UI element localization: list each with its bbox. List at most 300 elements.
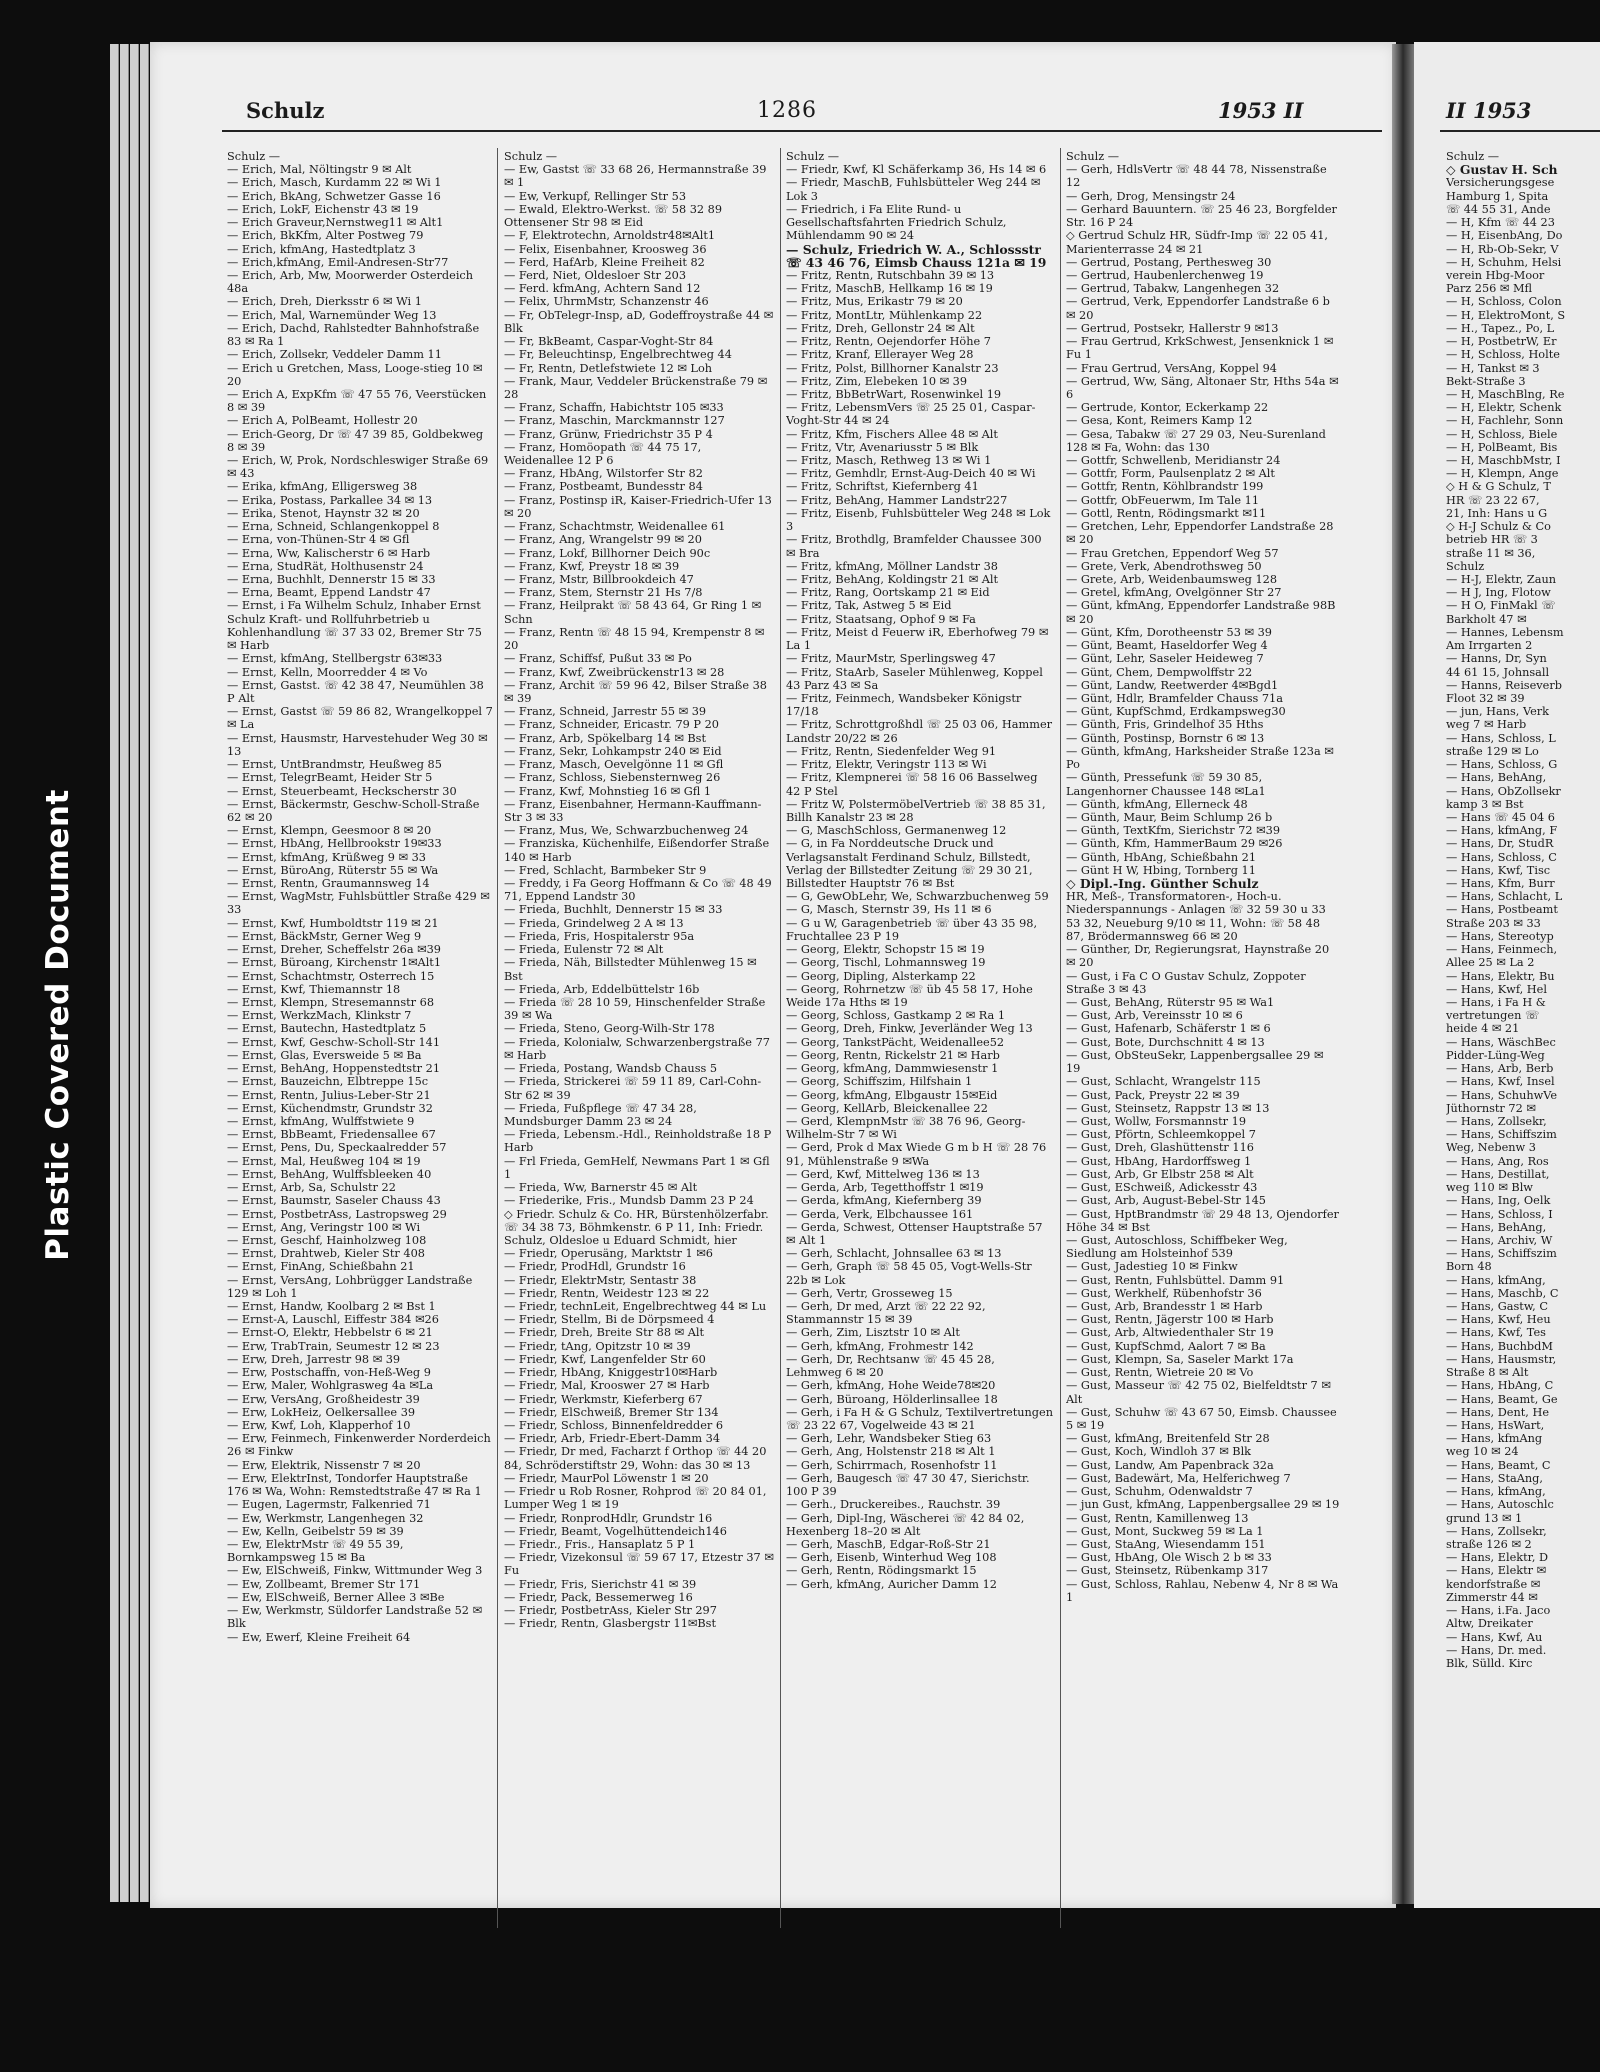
- directory-entry: — Gust, Koch, Windloh 37 ✉ Blk: [1066, 1445, 1252, 1459]
- directory-entry: — Friedr, RonprodHdlr, Grundstr 16: [504, 1511, 713, 1525]
- directory-entry: — Fritz, Rentn, Rutschbahn 39 ✉ 13: [786, 268, 995, 282]
- directory-entry: — Hanns, Dr, Syn: [1446, 652, 1547, 666]
- directory-entry: — Günt H W, Hbing, Tornberg 11: [1066, 863, 1256, 877]
- directory-entry: — Friedr, Operusäng, Marktstr 1 ✉6: [504, 1247, 713, 1261]
- directory-entry: — Friedrich, i Fa Elite Rund- u Gesellschaftsfahrten Friedrich Schulz, Mühlendamm 90 ✉ 24: [786, 202, 1007, 243]
- directory-entry: — Hans ☏ 45 04 6: [1446, 810, 1555, 824]
- directory-entry: — Gust, Schuhw ☏ 43 67 50, Eimsb. Chaussee 5 ✉ 19: [1066, 1405, 1337, 1432]
- directory-entry: — Ernst, Schachtmstr, Osterrech 15: [227, 969, 435, 983]
- directory-entry: — Fritz, Rentn, Siedenfelder Weg 91: [786, 744, 997, 758]
- directory-entry: — Gerda, Schwest, Ottenser Hauptstraße 57 ✉ Alt 1: [786, 1220, 1043, 1247]
- directory-entry: — Ernst, Mal, Heußweg 104 ✉ 19: [227, 1154, 421, 1168]
- directory-entry: — Fritz, Rang, Oortskamp 21 ✉ Eid: [786, 586, 990, 600]
- directory-entry: — Ferd, HafArb, Kleine Freiheit 82: [504, 255, 705, 269]
- directory-entry: — Günther, Dr, Regierungsrat, Haynstraße 20 ✉ 20: [1066, 943, 1330, 970]
- directory-entry: — H, PostbetrW, Er: [1446, 335, 1557, 349]
- directory-entry: — Fritz, Masch, Rethweg 13 ✉ Wi 1: [786, 454, 992, 468]
- directory-entry: — Ernst, VersAng, Lohbrügger Landstraße 129 ✉ Loh 1: [227, 1273, 473, 1300]
- directory-entry: — Hans, SchuhwVe: [1446, 1088, 1558, 1102]
- directory-entry: — Hans, Kfm, Burr: [1446, 877, 1555, 891]
- directory-entry: — Friedr, Kwf, Langenfelder Str 60: [504, 1352, 706, 1366]
- directory-entry: Pidder-Lüng-Weg: [1446, 1048, 1545, 1062]
- directory-entry: — Frieda, Näh, Billstedter Mühlenweg 15 ✉ Bst: [504, 956, 757, 983]
- directory-entry: — Hans, Schloss, I: [1446, 1207, 1553, 1221]
- directory-entry: — Ewald, Elektro-Werkst. ☏ 58 32 89 Ottensener Str 98 ✉ Eid: [504, 202, 723, 230]
- directory-entry: — Grete, Arb, Weidenbaumsweg 128: [1066, 573, 1278, 586]
- directory-entry: — H, Schuhm, Helsi: [1446, 255, 1562, 269]
- directory-entry: — Frieda, Buchhlt, Dennerstr 15 ✉ 33: [504, 903, 723, 917]
- directory-entry: — Erich, W, Prok, Nordschleswiger Straße 69 ✉ 43: [227, 454, 489, 481]
- directory-entry: vertretungen ☏: [1446, 1009, 1540, 1023]
- directory-entry: — Friedr, Rentn, Weidestr 123 ✉ 22: [504, 1286, 710, 1300]
- directory-entry: — Ernst, Kwf, Thiemannstr 18: [227, 982, 401, 996]
- directory-entry: Blk, Sülld. Kirc: [1446, 1656, 1533, 1670]
- directory-entry: — Hans, Feinmech,: [1446, 943, 1558, 957]
- directory-entry: — Fr, ObTelegr-Insp, aD, Godeffroystraße 44 ✉ Blk: [504, 308, 774, 335]
- directory-entry: — Grete, Verk, Abendrothsweg 50: [1066, 559, 1262, 573]
- column-heading: Schulz —: [227, 150, 281, 163]
- directory-entry: — Gust, Hafenarb, Schäferstr 1 ✉ 6: [1066, 1022, 1271, 1036]
- directory-entry: — Georg, kfmAng, Dammwiesenstr 1: [786, 1062, 999, 1076]
- directory-entry: — Hans, Postbeamt: [1446, 903, 1558, 917]
- directory-entry: — Günt, KupfSchmd, Erdkampsweg30: [1066, 705, 1286, 719]
- directory-entry: — Hans, Kwf, Hel: [1446, 982, 1547, 996]
- directory-entry: — Gust, Dreh, Glashüttenstr 116: [1066, 1141, 1254, 1155]
- directory-entry: — Gerh, Schlacht, Johnsallee 63 ✉ 13: [786, 1247, 1002, 1261]
- directory-entry: — Franz, Mus, We, Schwarzbuchenweg 24: [504, 824, 749, 838]
- directory-entry: betrieb HR ☏ 3: [1446, 533, 1538, 547]
- directory-entry: — Erw, ElektrInst, Tondorfer Hauptstraße 176 ✉ Wa, Wohn: Remstedtstraße 47 ✉ Ra 1: [227, 1471, 482, 1499]
- directory-entry: HR, Meß-, Transformatoren-, Hoch-u. Niederspannungs - Anlagen ☏ 32 59 30 u 33 53 32, Neueburg 9/10 ✉ 11, Wohn: ☏ 58 48 87, Brödermannsweg 66 ✉ 20: [1066, 890, 1326, 943]
- directory-entry: — Fritz, BbBetrWart, Rosenwinkel 19: [786, 387, 1002, 401]
- directory-entry: — Hans, BehAng,: [1446, 771, 1547, 785]
- directory-entry: — Hans, Stereotyp: [1446, 929, 1554, 943]
- directory-entry: — Erna, Buchhlt, Dennerstr 15 ✉ 33: [227, 573, 436, 586]
- directory-entry: — Fritz, Staatsang, Ophof 9 ✉ Fa: [786, 612, 976, 626]
- directory-entry: — H, Tankst ✉ 3: [1446, 361, 1540, 375]
- directory-entry: — Franz, Schneider, Ericastr. 79 P 20: [504, 718, 719, 732]
- directory-entry: — Gerh, Rentn, Rödingsmarkt 15: [786, 1564, 977, 1578]
- directory-entry: — Hans, Maschb, C: [1446, 1286, 1559, 1300]
- directory-entry: — Frieda, Ww, Barnerstr 45 ✉ Alt: [504, 1181, 698, 1195]
- directory-entry: — Gerh, Vertr, Grossеweg 15: [786, 1286, 953, 1300]
- directory-entry: — Ernst, kfmAng, Stellbergstr 63✉33: [227, 652, 443, 666]
- directory-entry: Floot 32 ✉ 39: [1446, 691, 1525, 705]
- directory-entry: — Fr, BkBeamt, Caspar-Voght-Str 84: [504, 335, 714, 349]
- header-rule: [222, 130, 1382, 132]
- directory-entry: — Gottfr, Form, Paulsenplatz 2 ✉ Alt: [1066, 467, 1275, 481]
- directory-entry: — H, MaschbMstr, I: [1446, 454, 1561, 468]
- directory-entry: — Ernst, HbAng, Hellbrookstr 19✉33: [227, 837, 442, 851]
- directory-entry: — Friederike, Fris., Mundsb Damm 23 P 24: [504, 1194, 754, 1208]
- directory-entry: — Günt, Kfm, Dorotheenstr 53 ✉ 39: [1066, 625, 1272, 639]
- directory-entry: — Gerh, i Fa H & G Schulz, Textilvertretungen ☏ 23 22 67, Vogelweide 43 ✉ 21: [786, 1405, 1053, 1432]
- directory-entry: — Friedr, Pack, Bessemerweg 16: [504, 1590, 693, 1604]
- directory-entry: — Erich, Zollsekr, Veddeler Damm 11: [227, 348, 442, 362]
- directory-entry: — Ernst, BäckMstr, Gerner Weg 9: [227, 929, 422, 943]
- directory-entry: Versicherungsgese: [1446, 176, 1555, 190]
- directory-entry: — Hans, Ing, Oelk: [1446, 1194, 1551, 1208]
- directory-entry: — Fritz, Meist d Feuerw iR, Eberhofweg 79 ✉ La 1: [786, 625, 1049, 653]
- directory-entry: — H, Schloss, Holte: [1446, 348, 1560, 362]
- directory-entry: 44 61 15, Johnsall: [1446, 665, 1550, 679]
- directory-entry: — Erw, Maler, Wohlgrasweg 4a ✉La: [227, 1379, 434, 1393]
- directory-entry: — Ew, Werkmstr, Langenhegen 32: [227, 1511, 424, 1525]
- directory-entry: — Frau Gretchen, Eppendorf Weg 57: [1066, 546, 1279, 560]
- directory-entry: — Ernst, WerkzMach, Klinkstr 7: [227, 1009, 412, 1023]
- directory-entry: — Ernst, BehAng, Wulffsbleeken 40: [227, 1167, 432, 1181]
- directory-entry: — Hanns, Reiseverb: [1446, 678, 1562, 692]
- directory-entry: — Gust, Badewärt, Ma, Helferichweg 7: [1066, 1471, 1291, 1485]
- directory-entry: — Ernst, BbBeamt, Friedensallee 67: [227, 1128, 436, 1142]
- directory-entry: — Fritz, MaurMstr, Sperlingsweg 47: [786, 652, 996, 666]
- directory-entry: — Friedr, tAng, Opitzstr 10 ✉ 39: [504, 1339, 691, 1353]
- directory-entry: — Günth, HbAng, Schießbahn 21: [1066, 850, 1257, 864]
- directory-entry: — Fritz, StaArb, Saseler Mühlenweg, Koppel 43 Parz 43 ✉ Sa: [786, 665, 1043, 692]
- directory-entry: — Gust, Arb, Altwiedenthaler Str 19: [1066, 1326, 1274, 1340]
- directory-entry: — Fritz, kfmAng, Möllner Landstr 38: [786, 559, 998, 573]
- directory-entry: — Franz, Mstr, Billbrookdeich 47: [504, 573, 694, 586]
- directory-entry: — Friedr., Fris., Hansaplatz 5 P 1: [504, 1537, 696, 1551]
- directory-entry: — Erna, von-Thünen-Str 4 ✉ Gfl: [227, 533, 410, 547]
- directory-entry: — Gerh, kfmAng, Hohe Weide78✉20: [786, 1379, 996, 1393]
- directory-entry: — Fritz, BehAng, Hammer Landstr227: [786, 493, 1008, 507]
- directory-entry: — Frl Frieda, GemHelf, Newmans Part 1 ✉ Gfl 1: [504, 1154, 770, 1181]
- directory-entry: — Ernst, TelegrBeamt, Heider Str 5: [227, 771, 433, 785]
- directory-entry: — Gerhard Bauuntern. ☏ 25 46 23, Borgfelder Str. 16 P 24: [1066, 202, 1337, 230]
- directory-entry: — Hans, kfmAng, F: [1446, 824, 1558, 838]
- directory-entry: — Günth, Pressefunk ☏ 59 30 85, Langenhorner Chaussee 148 ✉La1: [1066, 771, 1266, 798]
- directory-entry: — Gesa, Kont, Reimers Kamp 12: [1066, 414, 1253, 428]
- directory-column-5: [1446, 150, 1600, 1930]
- directory-entry: — Gust, Schloss, Rahlau, Nebenw 4, Nr 8 ✉ Wa 1: [1066, 1577, 1339, 1604]
- directory-entry: — Fritz, Dreh, Gellonstr 24 ✉ Alt: [786, 321, 975, 335]
- directory-entry: — Hans, Schlacht, L: [1446, 890, 1563, 904]
- directory-entry: — Frau Gertrud, VersAng, Koppel 94: [1066, 361, 1277, 375]
- column-heading: Schulz —: [786, 150, 840, 163]
- directory-entry: — Fritz W, PolstermöbelVertrieb ☏ 38 85 31, Billh Kanalstr 23 ✉ 28: [786, 797, 1046, 824]
- directory-entry: — Ernst, Bautechn, Hastedtplatz 5: [227, 1022, 427, 1036]
- directory-entry: Allee 25 ✉ La 2: [1446, 956, 1535, 970]
- page-number: 1286: [757, 98, 817, 123]
- directory-entry: — Ernst-O, Elektr, Hebbelstr 6 ✉ 21: [227, 1326, 433, 1340]
- directory-column-1: [227, 150, 493, 1930]
- directory-entry: — Friedr, MaschB, Fuhlsbütteler Weg 244 ✉ Lok 3: [786, 176, 1041, 203]
- directory-entry: — Hans, Dent, He: [1446, 1405, 1550, 1419]
- directory-entry: — Günth, Maur, Beim Schlump 26 b: [1066, 810, 1273, 824]
- directory-entry: ◇ Gertrud Schulz HR, Südfr-Imp ☏ 22 05 41, Mariеnterrasse 24 ✉ 21: [1066, 229, 1328, 256]
- directory-entry: — Friedr, Werkmstr, Kieferberg 67: [504, 1392, 703, 1406]
- directory-entry: — Gerd, KlempnMstr ☏ 38 76 96, Georg-Wilhelm-Str 7 ✉ Wi: [786, 1114, 1026, 1142]
- directory-entry: — Franz, Arb, Spökelbarg 14 ✉ Bst: [504, 731, 707, 745]
- directory-entry: — Ew, Verkupf, Rellinger Str 53: [504, 189, 687, 203]
- directory-entry: — Fritz, Gemhdlr, Ernst-Aug-Deich 40 ✉ Wi: [786, 467, 1036, 481]
- directory-entry: — Erich, Mal, Nöltingstr 9 ✉ Alt: [227, 163, 412, 177]
- directory-entry: — Friedr, MaurPol Löwenstr 1 ✉ 20: [504, 1471, 709, 1485]
- directory-entry: straße 129 ✉ Lo: [1446, 744, 1539, 758]
- directory-entry: — Georg, Schiffszim, Hilfshain 1: [786, 1075, 973, 1089]
- directory-entry: — Gust, BehAng, Rüterstr 95 ✉ Wa1: [1066, 996, 1275, 1009]
- directory-entry: — Erna, StudRät, Holthusenstr 24: [227, 559, 424, 573]
- directory-entry: — Franz, Grünw, Friedrichstr 35 P 4: [504, 427, 713, 441]
- directory-entry: — Erich, Dachd, Rahlstedter Bahnhofstraße 83 ✉ Ra 1: [227, 321, 480, 349]
- directory-entry: — Hans, Zollsekr,: [1446, 1524, 1547, 1538]
- directory-entry: — Hans, Elektr, D: [1446, 1551, 1549, 1565]
- directory-entry: — Franz, Maschin, Marckmannstr 127: [504, 414, 725, 428]
- directory-entry: — Erika, Postass, Parkallee 34 ✉ 13: [227, 493, 433, 507]
- directory-entry: — Gerda, kfmAng, Kiefernberg 39: [786, 1194, 982, 1208]
- directory-entry: — Georg, kfmAng, Elbgaustr 15✉Eid: [786, 1088, 998, 1102]
- directory-entry: — Ernst, Büroang, Kirchenstr 1✉Alt1: [227, 956, 442, 970]
- directory-entry: — Fritz, MontLtr, Mühlenkamp 22: [786, 308, 983, 322]
- directory-entry: — Franz, Postbeamt, Bundesstr 84: [504, 480, 703, 494]
- directory-entry: — Georg, TankstPächt, Weidenallee52: [786, 1035, 1005, 1049]
- directory-entry: — Franz, Kwf, Zweibrückenstr13 ✉ 28: [504, 665, 725, 679]
- directory-entry: — Hans, WäschBec: [1446, 1035, 1556, 1049]
- directory-entry: — Gerh, Büroang, Hölderlinsallee 18: [786, 1392, 998, 1406]
- directory-entry: — Hans, HsWart,: [1446, 1419, 1545, 1432]
- directory-entry: — Fritz, Polst, Billhorner Kanalstr 23: [786, 361, 999, 375]
- directory-entry: — Erw, TrabTrain, Seumestr 12 ✉ 23: [227, 1339, 440, 1353]
- directory-entry: — Hans, Kwf, Tisc: [1446, 863, 1551, 877]
- right-page-header: II 1953: [1446, 98, 1532, 123]
- directory-entry: — H, Kfm ☏ 44 23: [1446, 216, 1555, 230]
- directory-entry: — Gust, kfmAng, Breitenfeld Str 28: [1066, 1432, 1270, 1446]
- directory-entry: — Hans, i Fa H &: [1446, 996, 1546, 1009]
- directory-entry: — H, PolBeamt, Bis: [1446, 440, 1558, 454]
- directory-entry: — Erna, Beamt, Eppend Landstr 47: [227, 586, 431, 600]
- directory-entry: — Ernst, Gastst ☏ 59 86 82, Wrangelkoppel 7 ✉ La: [227, 705, 493, 732]
- directory-entry: — Fritz, Feinmech, Wandsbeker Königstr 17/18: [786, 691, 1022, 719]
- directory-entry: — Eugen, Lagermstr, Falkenried 71: [227, 1498, 431, 1512]
- directory-entry: — Schulz, Friedrich W. A., Schlossstr ☏ 43 46 76, Eimsb Chauss 121a ✉ 19: [786, 241, 1047, 270]
- directory-entry: — Frieda, Fußpflege ☏ 47 34 28, Mundsburger Damm 23 ✉ 24: [504, 1101, 697, 1128]
- directory-entry: Parz 256 ✉ Mfl: [1446, 282, 1533, 296]
- directory-entry: — Franz, Eisenbahner, Hermann-Kauffmann-Str 3 ✉ 33: [504, 797, 762, 824]
- directory-column-4: [1066, 150, 1340, 1930]
- directory-entry: ◇ H-J Schulz & Co: [1446, 520, 1551, 534]
- directory-entry: — Ernst, Baumstr, Saseler Chauss 43: [227, 1194, 441, 1208]
- directory-entry: — Ew, ElSchweiß, Berner Allee 3 ✉Be: [227, 1590, 445, 1604]
- directory-entry: — Hans, BehAng,: [1446, 1220, 1547, 1234]
- directory-entry: — Erich, Dreh, Dierksstr 6 ✉ Wi 1: [227, 295, 422, 309]
- directory-entry: — Ew, Zollbeamt, Bremer Str 171: [227, 1577, 421, 1591]
- directory-entry: Schulz: [1446, 559, 1485, 573]
- directory-entry: — Friedr, Vizekonsul ☏ 59 67 17, Etzestr 37 ✉ Fu: [504, 1551, 774, 1578]
- directory-entry: ◇ H & G Schulz, T: [1446, 480, 1551, 494]
- directory-entry: — Friedr, Beamt, Vogelhüttendeich146: [504, 1524, 727, 1538]
- directory-entry: — Frieda, Eulenstr 72 ✉ Alt: [504, 943, 664, 957]
- directory-entry: — Ernst, Gastst. ☏ 42 38 47, Neumühlen 38 P Alt: [227, 678, 484, 705]
- directory-entry: — Hans, Hausmstr,: [1446, 1352, 1557, 1366]
- directory-entry: — Erw, LokHeiz, Oelkersallee 39: [227, 1405, 416, 1419]
- directory-entry: — Frieda, Arb, Eddelbüttelstr 16b: [504, 982, 700, 996]
- directory-entry: — Erw, Elektrik, Nissenstr 7 ✉ 20: [227, 1458, 421, 1472]
- directory-entry: — Hans, Schiffszim: [1446, 1247, 1557, 1261]
- directory-entry: — Gust, Werkhelf, Rübenhofstr 36: [1066, 1286, 1262, 1300]
- directory-entry: — Günt, Chem, Dempwolffstr 22: [1066, 665, 1253, 679]
- directory-entry: — Gust, Bote, Durchschnitt 4 ✉ 13: [1066, 1035, 1265, 1049]
- directory-entry: — Gesa, Tabakw ☏ 27 29 03, Neu-Surenland 128 ✉ Fa, Wohn: das 130: [1066, 427, 1326, 454]
- directory-entry: — Ew, ElSchweiß, Finkw, Wittmunder Weg 3: [227, 1564, 483, 1578]
- directory-entry: — Ernst, kfmAng, Krüßweg 9 ✉ 33: [227, 850, 426, 864]
- directory-entry: — Günth, kfmAng, Ellerneck 48: [1066, 797, 1248, 811]
- directory-entry: weg 7 ✉ Harb: [1446, 718, 1527, 732]
- directory-entry: — Franz, Kwf, Mohnstieg 16 ✉ Gfl 1: [504, 784, 712, 798]
- column-heading: Schulz —: [1066, 150, 1120, 163]
- directory-entry: — Hans, BuchbdM: [1446, 1339, 1553, 1353]
- directory-entry: — Franz, Schiffsf, Pußut 33 ✉ Po: [504, 652, 692, 666]
- directory-entry: — Hans, kfmAng: [1446, 1432, 1543, 1446]
- directory-entry: — Gust, Masseur ☏ 42 75 02, Bielfeldtstr 7 ✉ Alt: [1066, 1379, 1331, 1406]
- directory-entry: — Ernst, Bäckermstr, Geschw-Scholl-Straße 62 ✉ 20: [227, 797, 480, 824]
- directory-entry: — Hans, HbAng, C: [1446, 1379, 1554, 1393]
- directory-entry: — Hans, Elektr, Bu: [1446, 969, 1555, 983]
- column-heading: Schulz —: [504, 150, 558, 163]
- directory-entry: — Erich Graveur,Nernstweg11 ✉ Alt1: [227, 216, 444, 230]
- plastic-covered-label: Plastic Covered Document: [40, 789, 76, 1261]
- directory-entry: — Gust, ObSteuSekr, Lappenbergsallee 29 ✉ 19: [1066, 1048, 1324, 1076]
- directory-entry: — Erich u Gretchen, Mass, Looge-stieg 10 ✉ 20: [227, 361, 483, 388]
- directory-entry: — Georg, Schloss, Gastkamp 2 ✉ Ra 1: [786, 1009, 1006, 1023]
- directory-entry: — Gust, Steinsetz, Rappstr 13 ✉ 13: [1066, 1101, 1270, 1115]
- directory-entry: — Hans, Ang, Ros: [1446, 1154, 1549, 1168]
- directory-entry: — Hans, Schloss, G: [1446, 758, 1558, 772]
- directory-entry: — Erich A, PolBeamt, Hollestr 20: [227, 414, 418, 428]
- directory-entry: — Ernst, FinAng, Schießbahn 21: [227, 1260, 415, 1274]
- directory-entry: — Georg, Rentn, Rickelstr 21 ✉ Harb: [786, 1048, 1000, 1062]
- directory-entry: — Erna, Ww, Kalischerstr 6 ✉ Harb: [227, 546, 431, 560]
- page-edge: [140, 44, 149, 1902]
- directory-entry: — Friedr, ElSchweiß, Bremer Str 134: [504, 1405, 719, 1419]
- directory-entry: weg 110 ✉ Blw: [1446, 1181, 1533, 1195]
- directory-entry: — G, Masch, Sternstr 39, Hs 11 ✉ 6: [786, 903, 992, 917]
- directory-entry: — Hans, Schloss, L: [1446, 731, 1556, 745]
- directory-entry: — Gust, HptBrandmstr ☏ 29 48 13, Ojendorfer Höhe 34 ✉ Bst: [1066, 1207, 1339, 1234]
- volume-text: II: [1283, 98, 1304, 123]
- directory-entry: — Ernst, UntBrandmstr, Heußweg 85: [227, 758, 442, 772]
- directory-entry: — F, Elektrotechn, Arnoldstr48✉Alt1: [504, 229, 716, 243]
- column-divider: [780, 148, 781, 1928]
- directory-entry: — H, MaschBlng, Re: [1446, 387, 1565, 401]
- directory-entry: — Franz, Lokf, Billhorner Deich 90c: [504, 546, 711, 560]
- directory-entry: — Gerh, Dr med, Arzt ☏ 22 22 92, Stammannstr 15 ✉ 39: [786, 1300, 986, 1327]
- directory-entry: — Franz, Kwf, Preystr 18 ✉ 39: [504, 559, 680, 573]
- page-edge: [110, 44, 119, 1902]
- directory-entry: — Hans, Schloss, C: [1446, 850, 1557, 864]
- directory-entry: — Friedr, Dreh, Breite Str 88 ✉ Alt: [504, 1326, 705, 1340]
- directory-entry: — Ernst, i Fa Wilhelm Schulz, Inhaber Ernst Schulz Kraft- und Rollfuhrbetrieb u Kohlenhandlung ☏ 37 33 02, Bremer Str 75 ✉ Harb: [227, 599, 482, 653]
- directory-entry: — Fritz, Schriftst, Kiefernberg 41: [786, 480, 979, 494]
- directory-entry: — Gerh, Lehr, Wandsbeker Stieg 63: [786, 1432, 992, 1446]
- directory-entry: — Erw, Kwf, Loh, Klapperhof 10: [227, 1419, 411, 1432]
- directory-entry: — Gerd, Kwf, Mittelweg 136 ✉ 13: [786, 1167, 980, 1181]
- directory-entry: — Ew, Werkmstr, Süldorfer Landstraße 52 ✉ Blk: [227, 1604, 483, 1631]
- directory-entry: — Frieda, Steno, Georg-Wilh-Str 178: [504, 1022, 715, 1036]
- page-edge: [130, 44, 139, 1902]
- directory-entry: — Hans, Zollsekr,: [1446, 1114, 1547, 1128]
- directory-entry: Straße 203 ✉ 33: [1446, 916, 1541, 930]
- directory-entry: — H, Schloss, Biele: [1446, 427, 1558, 441]
- directory-entry: — Gerh, kfmAng, Auricher Damm 12: [786, 1577, 997, 1591]
- directory-entry: — Friedr, Mal, Krooswег 27 ✉ Harb: [504, 1379, 710, 1393]
- directory-entry: — Gottl, Rentn, Rödingsmarkt ✉11: [1066, 506, 1267, 520]
- directory-entry: — Ernst, WagMstr, Fuhlsbüttler Straße 429 ✉ 33: [227, 890, 490, 917]
- directory-entry: Hamburg 1, Spita: [1446, 189, 1549, 203]
- directory-entry: — Hans, Dr, StudR: [1446, 837, 1554, 851]
- directory-entry: — H, ElektroMont, S: [1446, 308, 1566, 322]
- directory-entry: — Gerh, Eisenb, Winterhud Weg 108: [786, 1551, 997, 1565]
- directory-entry: — Franz, Archit ☏ 59 96 42, Bilser Straße 38 ✉ 39: [504, 678, 767, 705]
- directory-entry: — Gerh, Dipl-Ing, Wäscherei ☏ 42 84 02, Hexenberg 18–20 ✉ Alt: [786, 1511, 1025, 1538]
- directory-entry: — Frau Gertrud, KrkSchwest, Jensenknick 1 ✉ Fu 1: [1066, 335, 1334, 362]
- directory-entry: — Ernst, Geschf, Hainholzweg 108: [227, 1233, 427, 1247]
- directory-entry: — Franz, Heilprakt ☏ 58 43 64, Gr Ring 1 ✉ Schn: [504, 599, 762, 626]
- directory-entry: — Ernst, Drahtweb, Kieler Str 408: [227, 1247, 425, 1261]
- directory-entry: — Georg, Dreh, Finkw, Jeverländer Weg 13: [786, 1022, 1033, 1036]
- directory-entry: — Erw, Dreh, Jarrestr 98 ✉ 39: [227, 1352, 401, 1366]
- directory-entry: — Gust, Rentn, Jägerstr 100 ✉ Harb: [1066, 1313, 1274, 1327]
- directory-entry: — Ernst, Kwf, Humboldtstr 119 ✉ 21: [227, 916, 439, 930]
- directory-entry: — Ernst, Handw, Koolbarg 2 ✉ Bst 1: [227, 1300, 436, 1314]
- directory-entry: — Franz, HbAng, Wilstorfer Str 82: [504, 467, 703, 481]
- directory-entry: — Gertrud, Tabakw, Langenhegen 32: [1066, 282, 1280, 296]
- directory-entry: kamp 3 ✉ Bst: [1446, 797, 1524, 811]
- directory-entry: — Gust, Rentn, Fuhlsbüttel. Damm 91: [1066, 1273, 1285, 1287]
- directory-entry: Bekt-Straße 3: [1446, 374, 1526, 388]
- directory-entry: — Ew, ElektrMstr ☏ 49 55 39, Bornkampsweg 15 ✉ Ba: [227, 1537, 404, 1565]
- directory-entry: — Gust, Wollw, Forsmannstr 19: [1066, 1114, 1247, 1128]
- directory-entry: — Erich,kfmAng, Emil-Andresen-Str77: [227, 255, 449, 269]
- directory-entry: — jun Gust, kfmAng, Lappenbergsallee 29 ✉ 19: [1066, 1498, 1340, 1512]
- directory-entry: — Fritz, Brothdlg, Bramfelder Chaussee 300 ✉ Bra: [786, 533, 1042, 560]
- directory-entry: verein Hbg-Moor: [1446, 268, 1545, 282]
- directory-entry: — Gretchen, Lehr, Eppendorfer Landstraße 28 ✉ 20: [1066, 520, 1334, 547]
- directory-entry: — Friedr, Schloss, Binnenfeldredder 6: [504, 1419, 724, 1432]
- directory-entry: — Erw, Feinmech, Finkenwerder Norderdeich 26 ✉ Finkw: [227, 1432, 491, 1459]
- directory-entry: — G, MaschSchloss, Germanenweg 12: [786, 824, 1007, 838]
- directory-entry: — H., Tapez., Po, L: [1446, 321, 1555, 335]
- directory-entry: — Fritz, Kfm, Fischers Allee 48 ✉ Alt: [786, 427, 998, 441]
- directory-entry: — Gust, Autoschloss, Schiffbeker Weg, Siedlung am Holsteinhof 539: [1066, 1233, 1288, 1261]
- directory-entry: — Georg, Tischl, Lohmannsweg 19: [786, 956, 986, 970]
- directory-entry: weg 10 ✉ 24: [1446, 1445, 1519, 1459]
- header-rule-right: [1440, 130, 1600, 132]
- directory-entry: — Friedr, Rentn, Glasbergstr 11✉Bst: [504, 1617, 716, 1631]
- directory-entry: — Fred, Schlacht, Barmbeker Str 9: [504, 863, 707, 877]
- directory-entry: — Günth, kfmAng, Harksheider Straße 123a ✉ Po: [1066, 744, 1334, 772]
- page-header-name: Schulz: [246, 98, 325, 123]
- directory-entry: — Gertrud, Haubenlerchenweg 19: [1066, 268, 1264, 282]
- directory-entry: ◇ Gustav H. Sch: [1446, 162, 1558, 178]
- directory-entry: — Gust, Arb, August-Bebel-Str 145: [1066, 1194, 1266, 1208]
- directory-entry: — Fr, Beleuchtinsp, Engelbrechtweg 44: [504, 348, 732, 362]
- directory-entry: — Fritz, Kranf, Elleraуer Weg 28: [786, 348, 974, 362]
- directory-entry: — Hans, Kwf, Au: [1446, 1630, 1543, 1644]
- directory-entry: — Ferd. kfmAng, Achtern Sand 12: [504, 282, 701, 296]
- year-text: 1953: [1218, 98, 1277, 123]
- directory-entry: — Georg, Dipling, Alsterkamp 22: [786, 969, 976, 983]
- directory-entry: — Frieda, Kolonialw, Schwarzenbergstraße 77 ✉ Harb: [504, 1035, 770, 1062]
- directory-entry: — Gerh, MaschB, Edgar-Roß-Str 21: [786, 1537, 991, 1551]
- directory-entry: — Frieda, Grindelweg 2 A ✉ 13: [504, 916, 684, 930]
- directory-entry: — Fritz, LebensmVers ☏ 25 25 01, Caspar-Voght-Str 44 ✉ 24: [786, 401, 1036, 428]
- directory-entry: — Friedr, Arb, Friedr-Ebert-Damm 34: [504, 1432, 721, 1446]
- directory-entry: Altw, Dreikater: [1446, 1617, 1533, 1631]
- directory-entry: — Gust, Pack, Preystr 22 ✉ 39: [1066, 1088, 1240, 1102]
- directory-entry: — Erw, Postschaffn, von-Heß-Weg 9: [227, 1366, 431, 1380]
- directory-entry: — Gust, Pförtn, Schleemkoppel 7: [1066, 1128, 1256, 1142]
